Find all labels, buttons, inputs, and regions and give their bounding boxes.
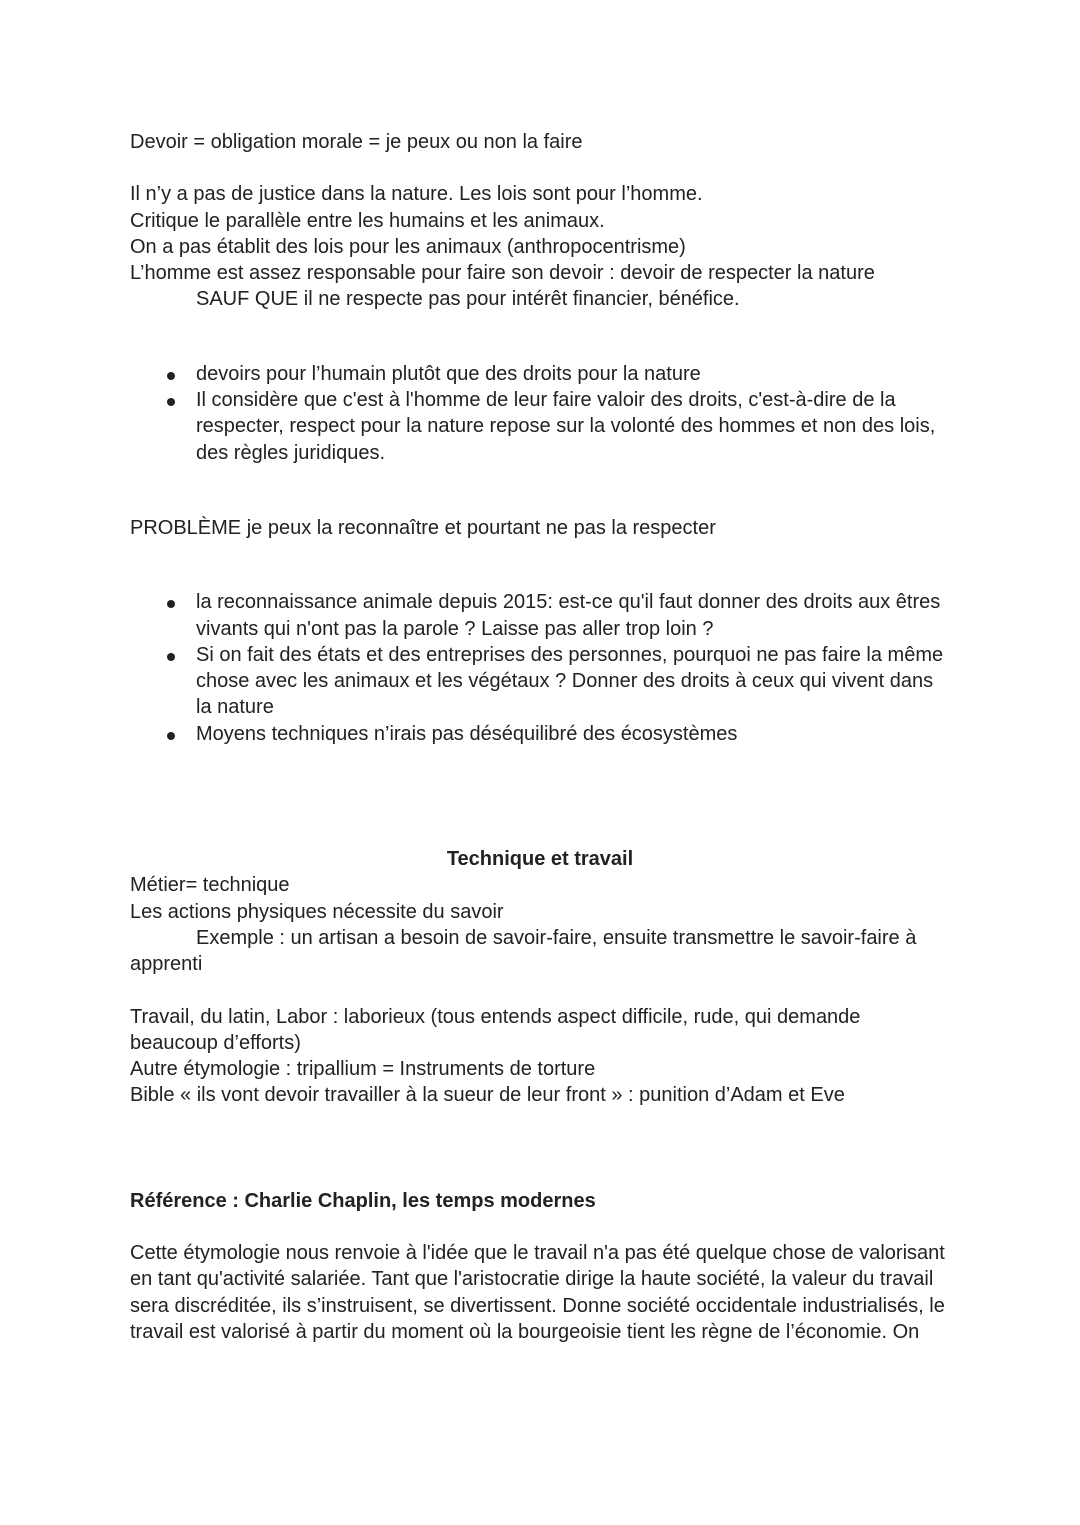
text-line: Bible « ils vont devoir travailler à la sueur de leur front » : punition d’Adam et Eve <box>130 1084 845 1107</box>
text-line: L’homme est assez responsable pour faire son devoir : devoir de respecter la nature <box>130 262 875 285</box>
text-line: sera discréditée, ils s’instruisent, se divertissent. Donne société occidentale industrialisés, le <box>130 1294 945 1317</box>
section-title: Technique et travail <box>446 848 634 871</box>
conclusion-paragraph <box>130 1240 960 1345</box>
list-item-text: des règles juridiques. <box>196 441 385 464</box>
list-item-text: Il considère que c'est à l'homme de leur faire valoir des droits, c'est-à-dire de la <box>196 389 896 412</box>
text-line: beaucoup d’efforts) <box>130 1031 301 1054</box>
etymology-paragraph <box>130 1004 960 1109</box>
spacer <box>130 1109 960 1188</box>
bullet-icon <box>167 653 175 661</box>
bullet-icon <box>167 398 175 406</box>
bullet-list-duties <box>130 361 960 466</box>
text-line: Critique le parallèle entre les humains et les animaux. <box>130 209 605 232</box>
list-item <box>130 589 960 642</box>
list-item-text: devoirs pour l’humain plutôt que des droits pour la nature <box>196 362 701 385</box>
indented-text-line: SAUF QUE il ne respecte pas pour intérêt financier, bénéfice. <box>196 288 740 311</box>
list-item <box>130 721 960 747</box>
list-item-text: Moyens techniques n’irais pas déséquilibré des écosystèmes <box>196 722 738 745</box>
spacer <box>130 541 960 589</box>
bullet-list-recognition <box>130 589 960 747</box>
actions-line: Les actions physiques nécessite du savoir <box>130 900 504 923</box>
text-line: Il n’y a pas de justice dans la nature. Les lois sont pour l’homme. <box>130 183 703 206</box>
spacer <box>130 978 960 1004</box>
bullet-icon <box>167 600 175 608</box>
list-item-text: la nature <box>196 696 274 719</box>
document-page <box>130 129 960 1345</box>
list-item <box>130 642 960 721</box>
bullet-icon <box>167 732 175 740</box>
text-line: Autre étymologie : tripallium = Instruments de torture <box>130 1058 596 1081</box>
spacer <box>130 1214 960 1240</box>
bullet-icon <box>167 372 175 380</box>
spacer <box>130 155 960 181</box>
apprenti-line: apprenti <box>130 953 203 976</box>
metier-line: Métier= technique <box>130 874 290 897</box>
spacer <box>130 466 960 515</box>
list-item-text: vivants qui n'ont pas la parole ? Laisse pas aller trop loin ? <box>196 617 714 640</box>
list-item-text: la reconnaissance animale depuis 2015: est-ce qu'il faut donner des droits aux êtres <box>196 591 941 614</box>
nature-paragraph <box>130 181 960 312</box>
list-item <box>130 387 960 466</box>
text-line: travail est valorisé à partir du moment où la bourgeoisie tient les règne de l’économie. On <box>130 1320 920 1343</box>
text-line: Cette étymologie nous renvoie à l'idée que le travail n'a pas été quelque chose de valorisant <box>130 1242 945 1265</box>
list-item <box>130 361 960 387</box>
text-line: en tant qu'activité salariée. Tant que l'aristocratie dirige la haute société, la valeur du travail <box>130 1268 934 1291</box>
devoir-definition: Devoir = obligation morale = je peux ou non la faire <box>130 131 583 153</box>
probleme-statement: PROBLÈME je peux la reconnaître et pourtant ne pas la respecter <box>130 516 716 539</box>
list-item-text: respecter, respect pour la nature repose sur la volonté des hommes et non des lois, <box>196 415 936 438</box>
text-line: On a pas établit des lois pour les animaux (anthropocentrisme) <box>130 235 686 258</box>
exemple-line: Exemple : un artisan a besoin de savoir-faire, ensuite transmettre le savoir-faire à <box>196 926 917 949</box>
list-item-text: chose avec les animaux et les végétaux ? Donner des droits à ceux qui vivent dans <box>196 670 934 693</box>
spacer <box>130 313 960 361</box>
spacer <box>130 747 960 846</box>
reference-heading: Référence : Charlie Chaplin, les temps modernes <box>130 1189 596 1212</box>
text-line: Travail, du latin, Labor : laborieux (tous entends aspect difficile, rude, qui demande <box>130 1005 861 1028</box>
list-item-text: Si on fait des états et des entreprises des personnes, pourquoi ne pas faire la même <box>196 643 944 666</box>
